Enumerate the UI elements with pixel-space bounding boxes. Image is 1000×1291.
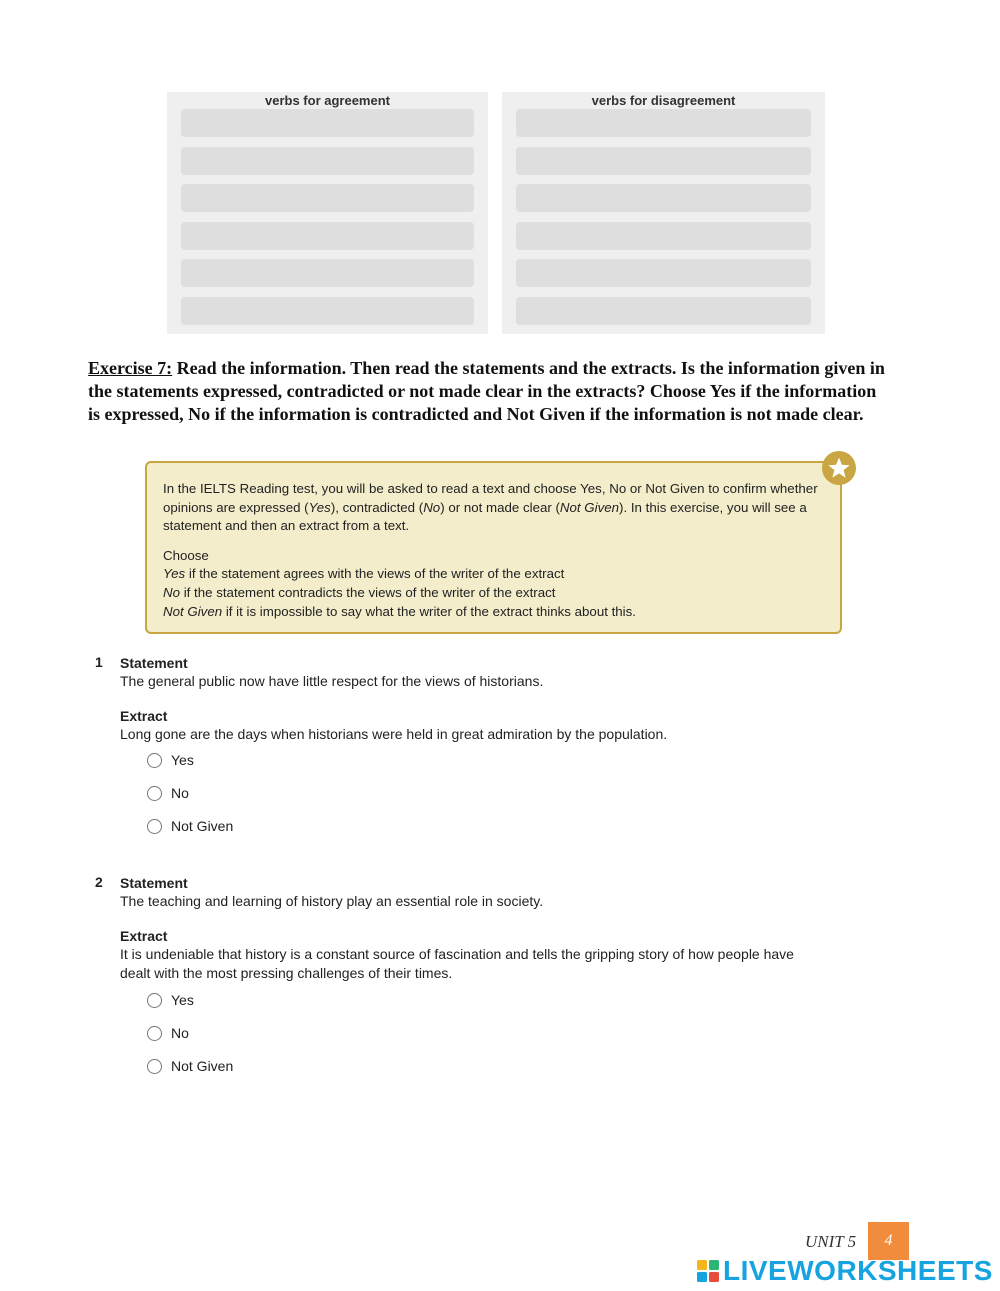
- info-text: if the statement agrees with the views of the writer of the extract: [185, 566, 565, 582]
- statement-text: The general public now have little respect for the views of historians.: [120, 673, 544, 689]
- star-icon: [822, 451, 856, 485]
- brand-name: LIVEWORKSHEETS: [723, 1255, 993, 1286]
- option-not-given[interactable]: [147, 1057, 233, 1075]
- info-term: No: [423, 499, 441, 515]
- info-paragraph: [163, 480, 824, 536]
- liveworksheets-logo: [697, 1256, 993, 1286]
- agreement-drop-slot[interactable]: [181, 147, 474, 175]
- info-term: No: [163, 584, 180, 600]
- option-not-given[interactable]: [147, 817, 233, 835]
- extract-text: It is undeniable that history is a constant source of fascination and tells the gripping story of how people have dealt with the most pressing challenges of their times.: [120, 946, 794, 981]
- info-line-not-given: [163, 603, 824, 622]
- info-term: Not Given: [559, 499, 620, 515]
- exercise-label: Exercise 7:: [88, 358, 173, 378]
- radio-button[interactable]: [147, 786, 162, 801]
- statement-text: The teaching and learning of history play an essential role in society.: [120, 893, 544, 909]
- agreement-verbs-table: [167, 92, 488, 334]
- radio-button[interactable]: [147, 819, 162, 834]
- option-no[interactable]: [147, 784, 189, 802]
- page-number: 4: [868, 1222, 909, 1260]
- agreement-drop-slot[interactable]: [181, 184, 474, 212]
- disagreement-drop-slot[interactable]: [516, 109, 811, 137]
- option-label: No: [171, 785, 189, 801]
- option-no[interactable]: [147, 1024, 189, 1042]
- statement-label: Statement: [120, 655, 188, 671]
- disagreement-drop-slot[interactable]: [516, 184, 811, 212]
- extract-label: Extract: [120, 708, 168, 724]
- agreement-table-title: verbs for agreement: [265, 93, 390, 108]
- disagreement-verbs-table: [502, 92, 825, 334]
- radio-button[interactable]: [147, 993, 162, 1008]
- option-label: Not Given: [171, 1058, 234, 1074]
- disagreement-drop-slot[interactable]: [516, 222, 811, 250]
- option-label: Yes: [171, 992, 194, 1008]
- disagreement-drop-slot[interactable]: [516, 297, 811, 325]
- agreement-drop-slot[interactable]: [181, 297, 474, 325]
- option-yes[interactable]: [147, 751, 194, 769]
- option-yes[interactable]: [147, 991, 194, 1009]
- extract-label: Extract: [120, 928, 168, 944]
- unit-label: UNIT 5: [805, 1232, 857, 1251]
- question-number: 1: [95, 654, 103, 670]
- info-text: ) or not made clear (: [440, 499, 560, 515]
- info-term: Yes: [308, 499, 331, 515]
- extract-text: Long gone are the days when historians were held in great admiration by the population.: [120, 726, 668, 742]
- info-line-yes: [163, 565, 824, 584]
- question-number: 2: [95, 874, 103, 890]
- agreement-drop-slot[interactable]: [181, 109, 474, 137]
- option-label: Yes: [171, 752, 194, 768]
- option-label: Not Given: [171, 818, 234, 834]
- info-box: [145, 461, 842, 634]
- exercise-instructions: [88, 357, 888, 426]
- info-text: if the statement contradicts the views of the writer of the extract: [180, 584, 556, 600]
- info-choose: Choose: [163, 547, 209, 563]
- radio-button[interactable]: [147, 1059, 162, 1074]
- disagreement-drop-slot[interactable]: [516, 147, 811, 175]
- exercise-instruction-text: Read the information. Then read the statements and the extracts. Is the information given in the statements expressed, contradicted or not made clear in the extracts? Choose Yes if the information is expressed, No if the information is contradicted and Not Given if the information is not made clear.: [88, 358, 885, 424]
- liveworksheets-cube-icon: [697, 1260, 719, 1282]
- info-text: In the IELTS Reading test, you will be asked to read a text and choose Yes, No or Not Given to confirm whether opinions are expressed (: [163, 481, 818, 515]
- info-text: if it is impossible to say what the writer of the extract thinks about this.: [222, 603, 636, 619]
- radio-button[interactable]: [147, 753, 162, 768]
- option-label: No: [171, 1025, 189, 1041]
- info-text: ). In this exercise, you will see a statement and then an extract from a text.: [163, 499, 807, 534]
- info-text: ), contradicted (: [330, 499, 424, 515]
- disagreement-table-title: verbs for disagreement: [591, 93, 736, 108]
- info-line-no: [163, 584, 824, 603]
- statement-label: Statement: [120, 875, 188, 891]
- radio-button[interactable]: [147, 1026, 162, 1041]
- disagreement-drop-slot[interactable]: [516, 259, 811, 287]
- agreement-drop-slot[interactable]: [181, 259, 474, 287]
- agreement-drop-slot[interactable]: [181, 222, 474, 250]
- info-term: Yes: [163, 566, 186, 582]
- info-term: Not Given: [163, 603, 223, 619]
